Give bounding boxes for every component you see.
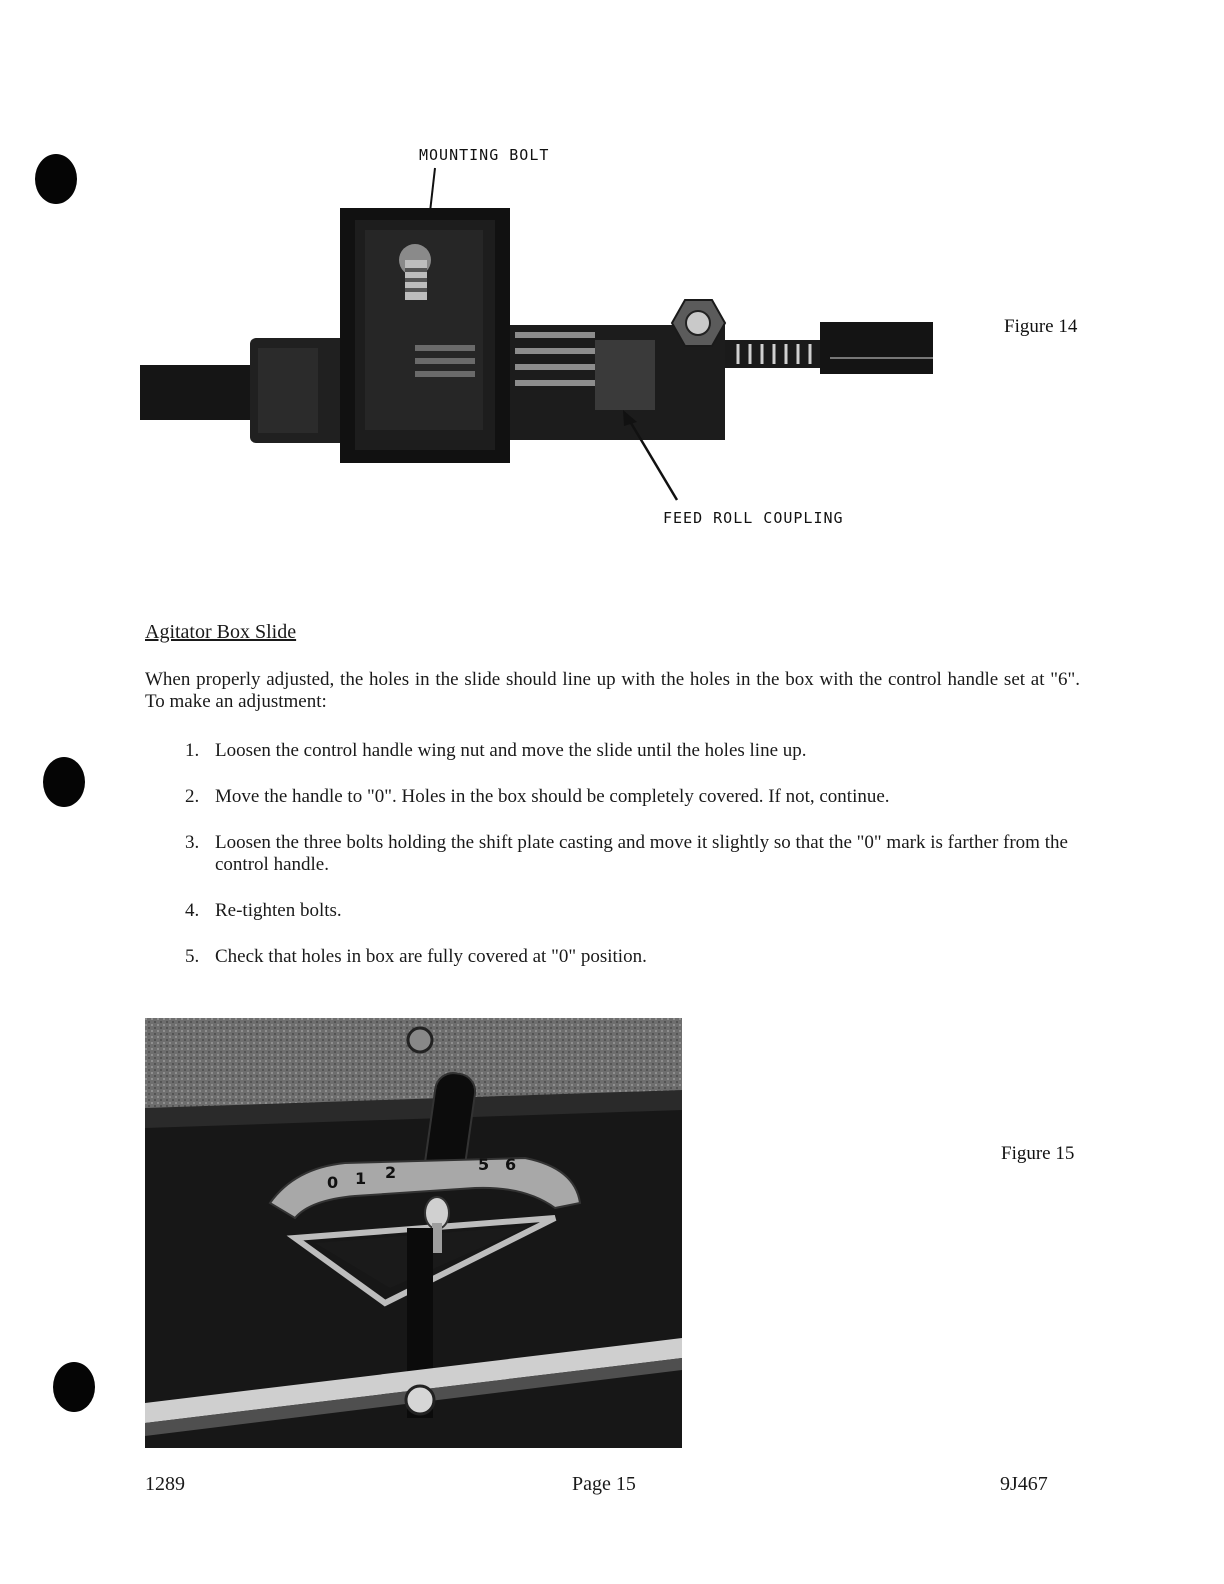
footer-page-number: Page 15 (572, 1473, 636, 1495)
list-item (185, 740, 1080, 762)
list-item (185, 900, 1080, 922)
step-text: Move the handle to "0". Holes in the box should be completely covered. If not, continue. (215, 786, 890, 807)
step-number: 2. (185, 786, 200, 807)
step-text: Re-tighten bolts. (215, 900, 342, 921)
intro-paragraph: When properly adjusted, the holes in the slide should line up with the holes in the box with the control handle set at "6". To make an adjustment: (145, 669, 1080, 712)
section-title: Agitator Box Slide (145, 621, 297, 643)
adjustment-steps (185, 740, 1080, 992)
feed-roll-coupling-label: FEED ROLL COUPLING (663, 509, 844, 527)
dial-mark: 2 (385, 1163, 397, 1182)
figure-14-photo (140, 160, 960, 520)
list-item (185, 786, 1080, 808)
punch-hole-middle (43, 757, 85, 807)
punch-hole-top (35, 154, 77, 204)
step-number: 4. (185, 900, 200, 921)
step-number: 1. (185, 740, 200, 761)
dial-mark: 0 (327, 1173, 339, 1192)
step-text: Loosen the control handle wing nut and move the slide until the holes line up. (215, 740, 807, 761)
step-text: Check that holes in box are fully covered at "0" position. (215, 946, 647, 967)
figure-14-caption: Figure 14 (1004, 316, 1078, 337)
punch-hole-bottom (53, 1362, 95, 1412)
figure-15-photo (145, 1018, 682, 1448)
step-number: 5. (185, 946, 200, 967)
step-number: 3. (185, 832, 200, 853)
mounting-bolt-label: MOUNTING BOLT (419, 146, 550, 164)
step-text: Loosen the three bolts holding the shift plate casting and move it slightly so that the "0" mark is farther from the control handle. (215, 832, 1068, 875)
dial-mark: 5 (478, 1155, 490, 1174)
dial-mark: 1 (355, 1169, 367, 1188)
list-item (185, 946, 1080, 968)
footer-left-code: 1289 (145, 1473, 185, 1495)
footer-right-code: 9J467 (1000, 1473, 1048, 1495)
figure-15-caption: Figure 15 (1001, 1143, 1075, 1164)
dial-mark: 6 (505, 1155, 517, 1174)
list-item (185, 832, 1080, 876)
